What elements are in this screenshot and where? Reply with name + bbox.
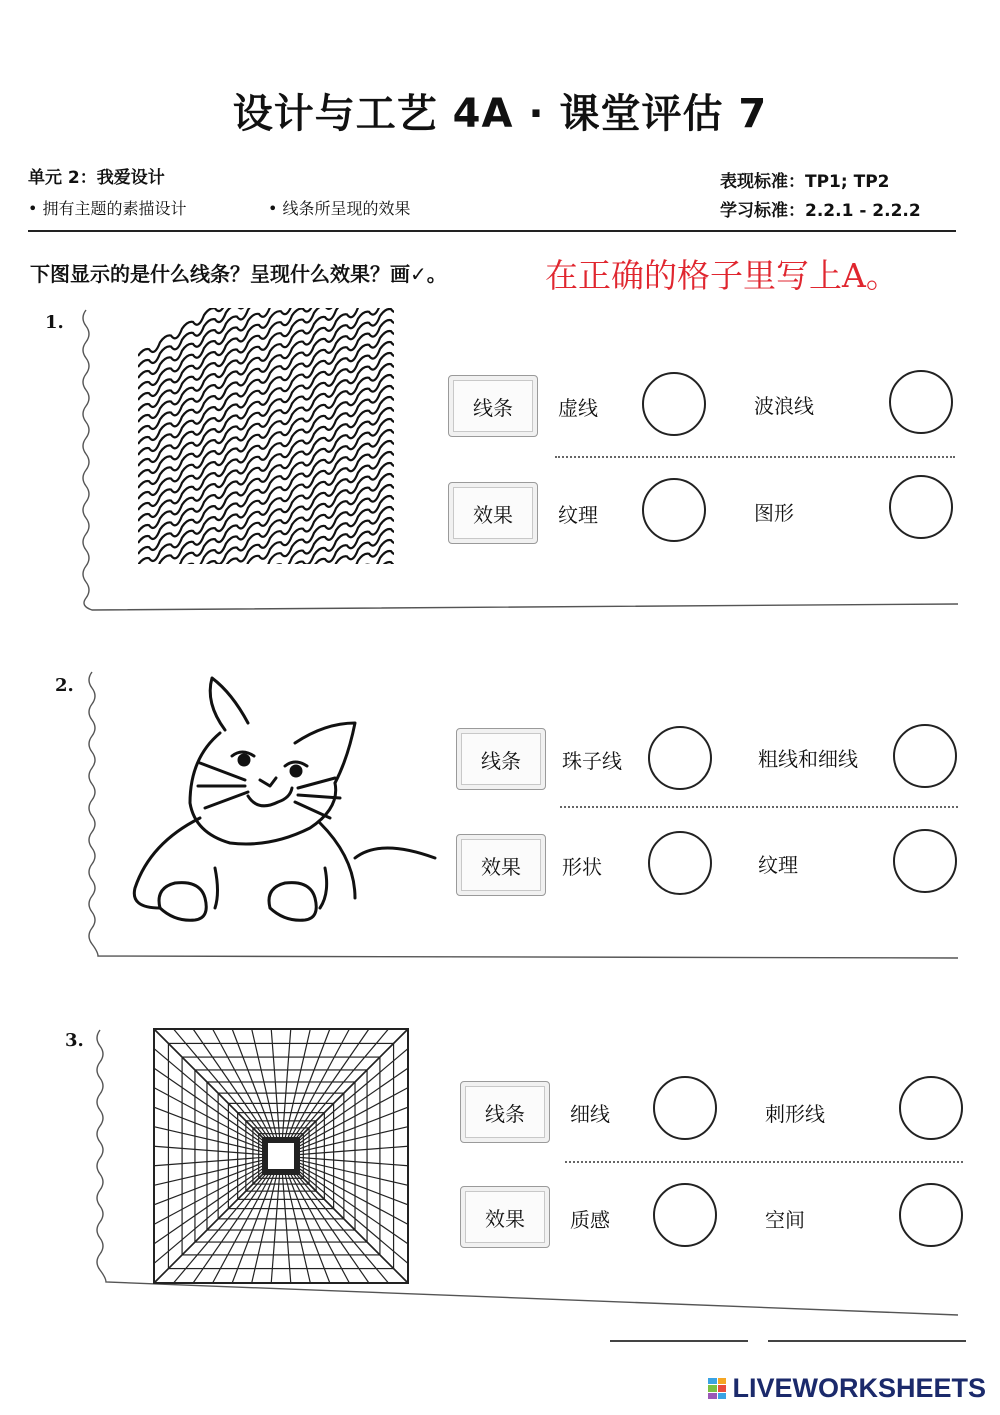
question-2-effect-label: 效果 xyxy=(456,834,546,896)
question-1-effect-answer-1[interactable] xyxy=(642,478,706,542)
liveworksheets-brand: LIVEWORKSHEETS xyxy=(732,1373,986,1403)
liveworksheets-logo xyxy=(708,1373,986,1404)
question-3-number: 3. xyxy=(65,1030,84,1051)
topic-1: • 拥有主题的素描设计 xyxy=(28,199,187,218)
question-3-line-option-1: 细线 xyxy=(570,1102,610,1126)
tunnel-line xyxy=(297,1029,408,1140)
question-2-divider xyxy=(560,806,958,808)
topic-2: • 线条所呈现的效果 xyxy=(268,199,411,218)
question-1-line-answer-2[interactable] xyxy=(889,370,953,434)
question-3-effect-answer-2[interactable] xyxy=(899,1183,963,1247)
tunnel-line xyxy=(297,1172,408,1283)
question-1-line-option-1: 虚线 xyxy=(558,396,598,420)
tunnel-line xyxy=(154,1068,265,1145)
question-1-effect-answer-2[interactable] xyxy=(889,475,953,539)
tunnel-line xyxy=(282,1172,291,1283)
question-3-divider xyxy=(565,1161,963,1163)
question-2-effect-option-2: 纹理 xyxy=(758,853,798,877)
unit-label: 单元 2：我爱设计 xyxy=(28,168,165,188)
wavy-lines-texture-icon xyxy=(138,308,394,564)
tunnel-line xyxy=(154,1146,265,1155)
tunnel-line xyxy=(297,1160,408,1186)
tunnel-line xyxy=(154,1160,265,1186)
question-2-line-answer-2[interactable] xyxy=(893,724,957,788)
question-2-line-label: 线条 xyxy=(456,728,546,790)
liveworksheets-badge-icon xyxy=(708,1378,726,1400)
footer-line-right xyxy=(768,1340,966,1342)
question-2-number: 2. xyxy=(55,675,74,696)
tunnel-line xyxy=(154,1157,265,1166)
question-2-line-option-2: 粗线和细线 xyxy=(758,747,858,771)
cat-drawing-icon xyxy=(120,668,450,933)
instruction-text: 下图显示的是什么线条？呈现什么效果？画✓。 xyxy=(30,262,447,286)
question-1-effect-option-1: 纹理 xyxy=(558,503,598,527)
tunnel-line xyxy=(154,1167,265,1244)
tunnel-line xyxy=(297,1167,408,1244)
perspective-tunnel-grid-icon xyxy=(150,1025,412,1287)
tunnel-line xyxy=(252,1029,278,1140)
question-3-effect-option-2: 空间 xyxy=(765,1208,805,1232)
question-1-line-label: 线条 xyxy=(448,375,538,437)
tunnel-line xyxy=(154,1127,265,1153)
tunnel-line xyxy=(271,1029,280,1140)
question-1-effect-option-2: 图形 xyxy=(754,501,794,525)
tunnel-line xyxy=(285,1029,311,1140)
question-2-effect-answer-1[interactable] xyxy=(648,831,712,895)
tunnel-line xyxy=(193,1029,270,1140)
question-1-effect-label: 效果 xyxy=(448,482,538,544)
question-3-line-answer-1[interactable] xyxy=(653,1076,717,1140)
question-3-line-option-2: 刺形线 xyxy=(765,1102,825,1126)
instruction-red-text: 在正确的格子里写上A。 xyxy=(545,256,899,295)
tunnel-line xyxy=(154,1029,265,1140)
question-3-effect-answer-1[interactable] xyxy=(653,1183,717,1247)
tunnel-line xyxy=(297,1157,408,1166)
question-1-line-answer-1[interactable] xyxy=(642,372,706,436)
footer-line-left xyxy=(610,1340,748,1342)
tunnel-line xyxy=(193,1172,270,1283)
tunnel-line xyxy=(297,1127,408,1153)
page-title: 设计与工艺 4A · 课堂评估 7 xyxy=(232,91,768,137)
tunnel-line xyxy=(285,1172,311,1283)
tunnel-line xyxy=(252,1172,278,1283)
question-1-number: 1. xyxy=(45,312,64,333)
performance-standard: 表现标准：TP1; TP2 xyxy=(720,172,890,192)
tunnel-line xyxy=(271,1172,280,1283)
question-2-line-answer-1[interactable] xyxy=(648,726,712,790)
question-1-line-option-2: 波浪线 xyxy=(754,394,814,418)
tunnel-line xyxy=(297,1146,408,1155)
tunnel-center xyxy=(265,1140,297,1172)
tunnel-line xyxy=(292,1172,369,1283)
question-3-effect-option-1: 质感 xyxy=(570,1208,610,1232)
wavy-line xyxy=(138,308,394,466)
question-1-divider xyxy=(555,456,955,458)
tunnel-line xyxy=(282,1029,291,1140)
tunnel-line xyxy=(297,1068,408,1145)
question-3-line-answer-2[interactable] xyxy=(899,1076,963,1140)
tunnel-line xyxy=(292,1029,369,1140)
question-2-effect-answer-2[interactable] xyxy=(893,829,957,893)
question-2-effect-option-1: 形状 xyxy=(562,855,602,879)
question-2-line-option-1: 珠子线 xyxy=(562,749,622,773)
tunnel-line xyxy=(154,1172,265,1283)
question-3-line-label: 线条 xyxy=(460,1081,550,1143)
question-3-effect-label: 效果 xyxy=(460,1186,550,1248)
learning-standard: 学习标准：2.2.1 - 2.2.2 xyxy=(720,201,921,221)
